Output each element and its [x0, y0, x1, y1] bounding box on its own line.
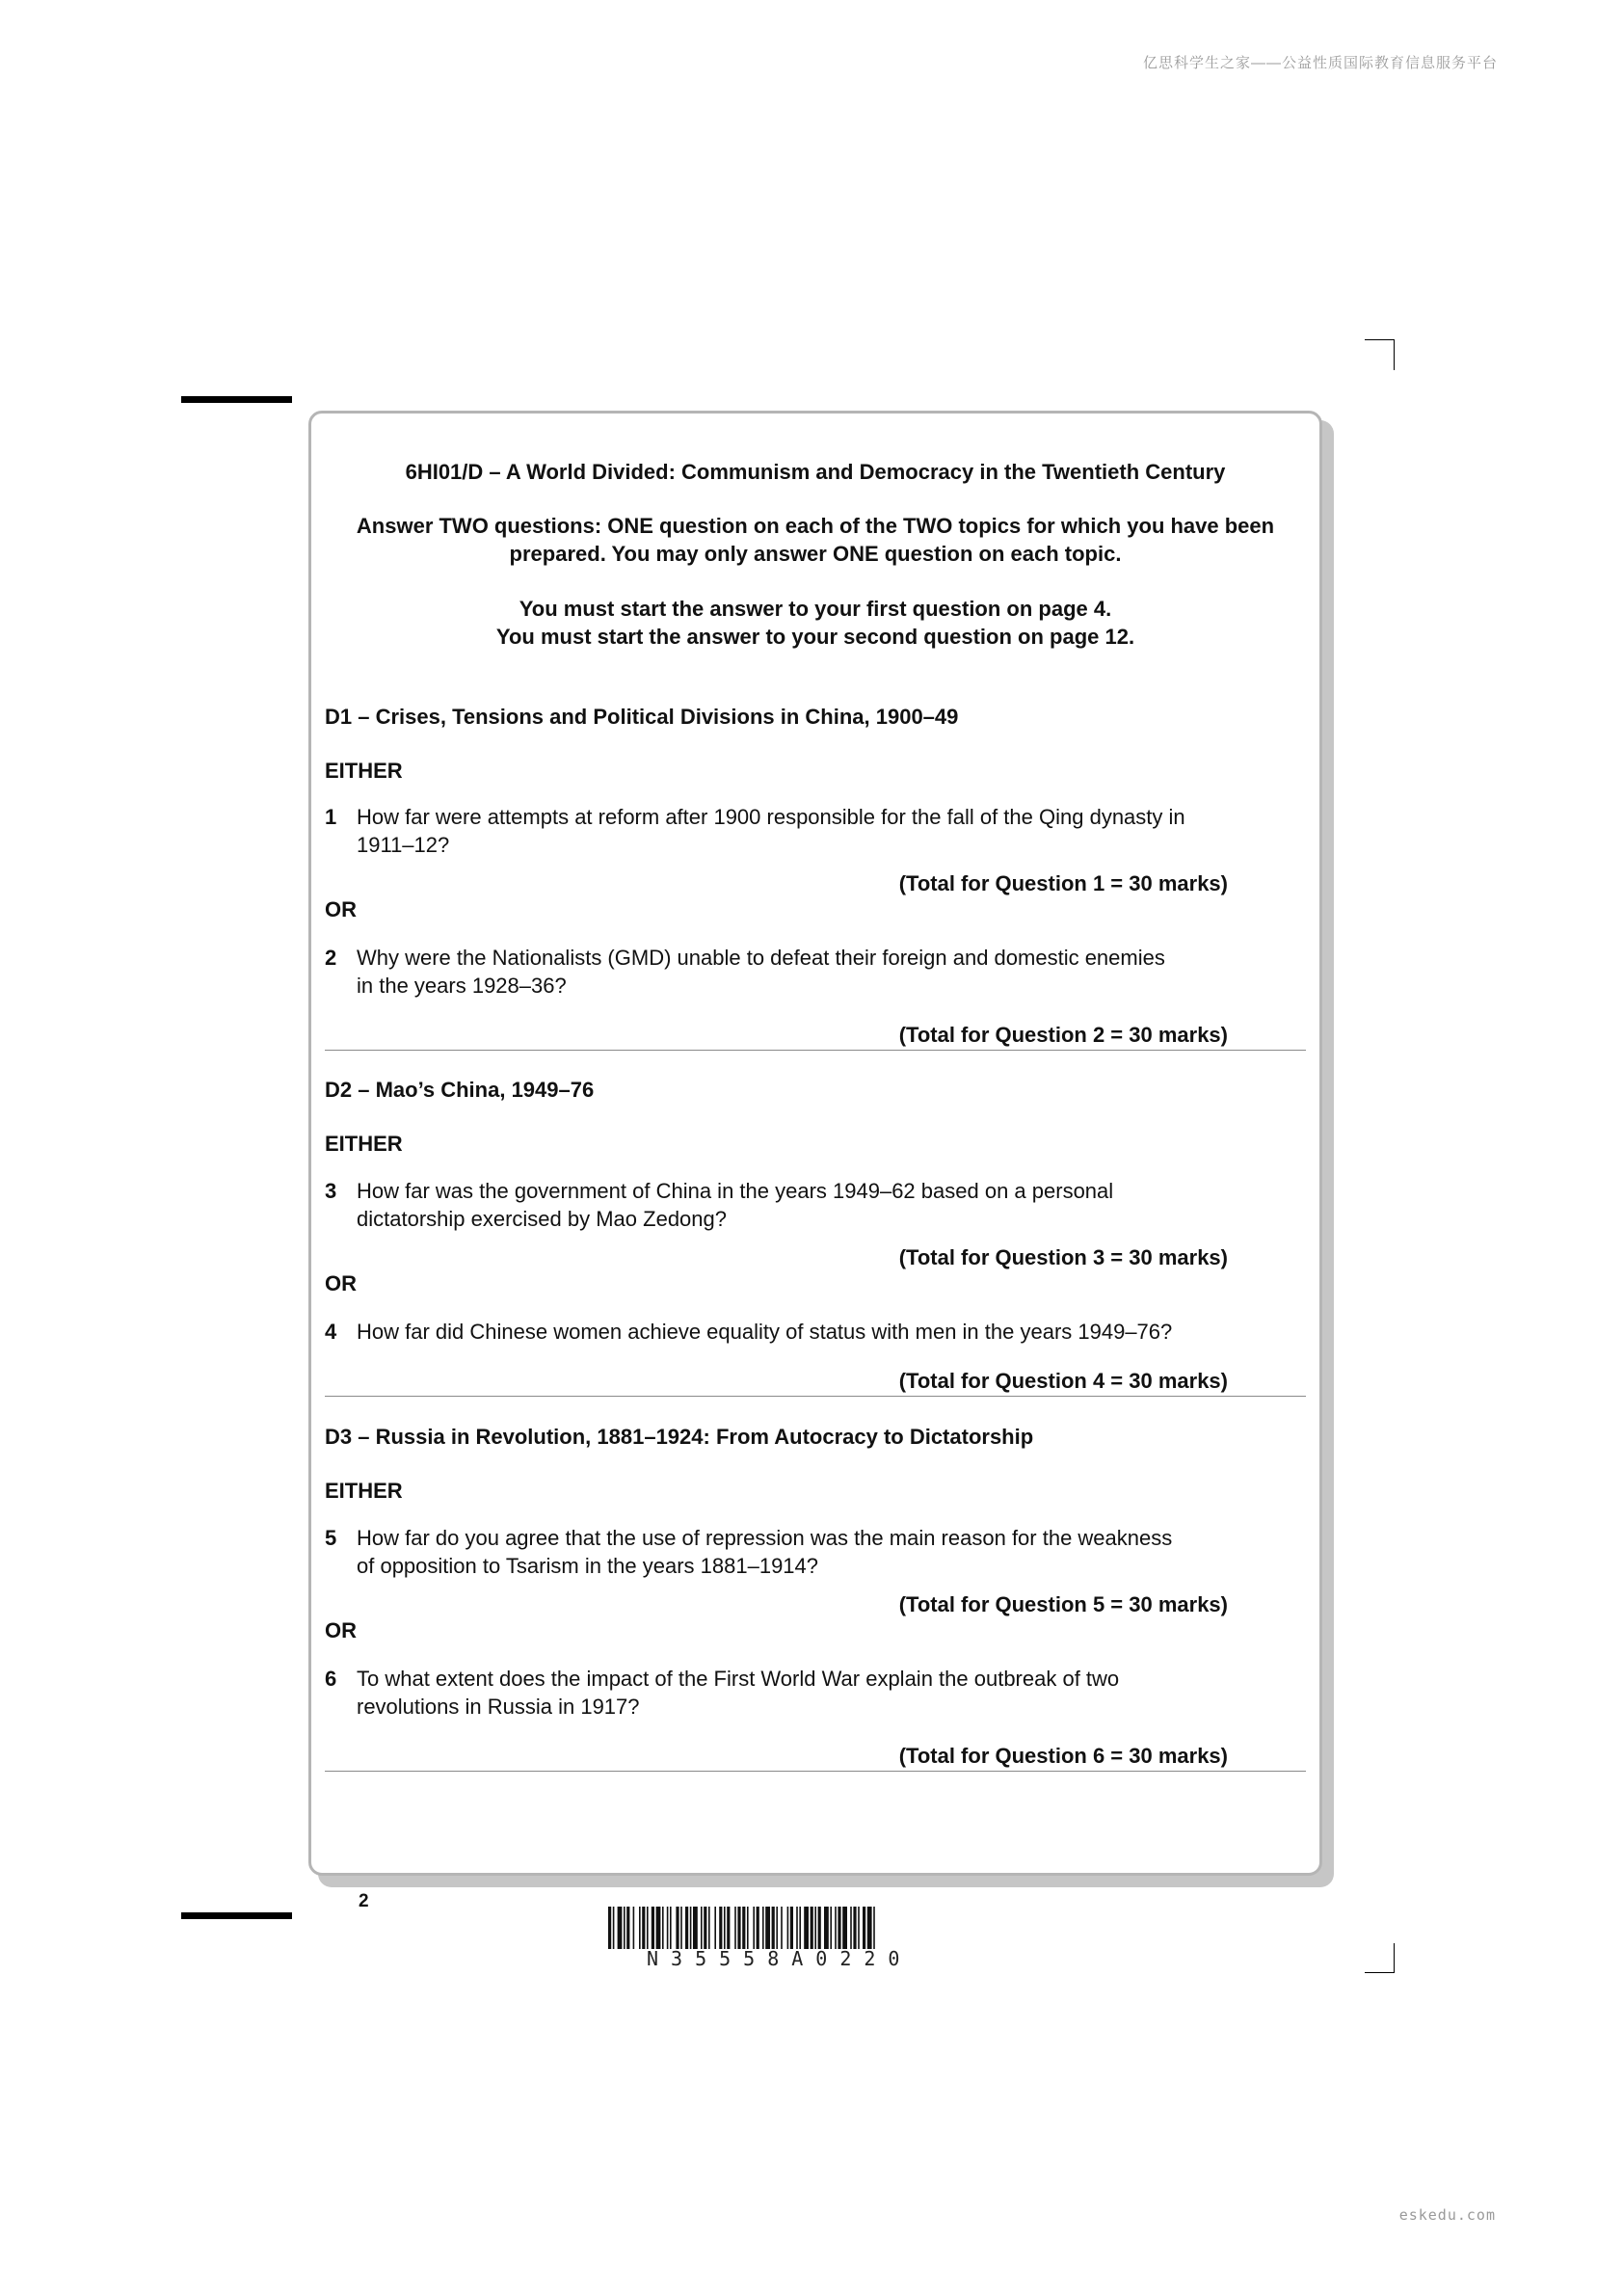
question-number: 1 [325, 805, 337, 829]
question-number: 5 [325, 1526, 337, 1550]
barcode-bar [724, 1907, 726, 1949]
barcode-bar [734, 1907, 736, 1949]
barcode-bar [685, 1907, 688, 1949]
barcode-bar [639, 1907, 641, 1949]
barcode-bar [790, 1907, 793, 1949]
barcode-bar [804, 1907, 809, 1949]
margin-bar-bottom [181, 1912, 292, 1919]
barcode-bar [742, 1907, 745, 1949]
paper-title: 6HI01/D – A World Divided: Communism and Democracy in the Twentieth Century [405, 460, 1226, 484]
barcode-bar [708, 1907, 710, 1949]
question-total: (Total for Question 3 = 30 marks) [898, 1245, 1228, 1269]
section-divider [325, 1771, 1306, 1772]
barcode-bar [824, 1907, 829, 1949]
barcode-bar [652, 1907, 654, 1949]
watermark-bottom: eskedu.com [1398, 2206, 1496, 2224]
either-label: EITHER [325, 759, 403, 783]
barcode-bar [853, 1907, 856, 1949]
barcode-bar [642, 1907, 645, 1949]
barcode-bar [757, 1907, 759, 1949]
crop-mark-top-right [1365, 339, 1394, 340]
question-text: How far was the government of China in the years 1949–62 based on a personal dictatorship exercised by Mao Zedong? [357, 1179, 1114, 1231]
or-label: OR [325, 1271, 357, 1295]
barcode-bar [811, 1907, 813, 1949]
question-text: Why were the Nationalists (GMD) unable to defeat their foreign and domestic enemies in the years 1928–36? [357, 946, 1165, 998]
question-1 [325, 803, 1192, 859]
question-2 [325, 944, 1192, 1000]
barcode-bar [762, 1907, 764, 1949]
barcode-bar [670, 1907, 672, 1949]
section-heading: D1 – Crises, Tensions and Political Divisions in China, 1900–49 [325, 705, 959, 729]
barcode-bar [701, 1907, 703, 1949]
barcode-bar [772, 1907, 775, 1949]
paper-instructions [325, 512, 1306, 568]
barcode-bar [796, 1907, 798, 1949]
barcode-bar [737, 1907, 740, 1949]
section-divider [325, 1050, 1306, 1051]
barcode-bar [835, 1907, 837, 1949]
question-number: 3 [325, 1179, 337, 1203]
watermark-top: 亿思科学生之家——公益性质国际教育信息服务平台 [1142, 55, 1498, 71]
barcode-bar [690, 1907, 692, 1949]
question-number: 2 [325, 946, 337, 970]
barcode-bar [747, 1907, 749, 1949]
barcode-bar [613, 1907, 615, 1949]
barcode-bar [618, 1907, 623, 1949]
crop-mark-bottom-right [1365, 1972, 1394, 1973]
question-total: (Total for Question 6 = 30 marks) [898, 1744, 1228, 1768]
barcode-bar [667, 1907, 669, 1949]
crop-mark-bottom-right [1394, 1943, 1395, 1973]
barcode-bar [656, 1907, 661, 1949]
barcode-bar [776, 1907, 778, 1949]
question-number: 6 [325, 1667, 337, 1691]
barcode-bar [818, 1907, 821, 1949]
question-total: (Total for Question 1 = 30 marks) [898, 871, 1228, 895]
barcode-bar [863, 1907, 865, 1949]
question-total: (Total for Question 4 = 30 marks) [898, 1369, 1228, 1393]
barcode-bar [680, 1907, 682, 1949]
either-label: EITHER [325, 1479, 403, 1503]
page-number: 2 [359, 1891, 369, 1911]
section-heading: D3 – Russia in Revolution, 1881–1924: From Autocracy to Dictatorship [325, 1425, 1034, 1449]
barcode-bar [787, 1907, 789, 1949]
barcode-bar [873, 1907, 875, 1949]
start-line: You must start the answer to your second question on page 12. [495, 625, 1135, 649]
question-5 [325, 1524, 1192, 1580]
barcode-bar [799, 1907, 801, 1949]
barcode-bar [676, 1907, 678, 1949]
section-heading: D2 – Mao’s China, 1949–76 [325, 1078, 595, 1102]
barcode-bar [830, 1907, 832, 1949]
barcode-bar [838, 1907, 840, 1949]
barcode-bar [704, 1907, 706, 1949]
or-label: OR [325, 897, 357, 921]
barcode-bar [693, 1907, 698, 1949]
barcode-bar [753, 1907, 755, 1949]
barcode [608, 1907, 1030, 1949]
or-label: OR [325, 1618, 357, 1642]
question-text: How far did Chinese women achieve equality of status with men in the years 1949–76? [357, 1320, 1173, 1344]
barcode-bar [714, 1907, 716, 1949]
barcode-bar [624, 1907, 625, 1949]
barcode-bar [626, 1907, 629, 1949]
question-6 [325, 1665, 1192, 1721]
crop-mark-top-right [1394, 339, 1395, 370]
question-total: (Total for Question 2 = 30 marks) [898, 1023, 1228, 1047]
barcode-bar [867, 1907, 872, 1949]
either-label: EITHER [325, 1132, 403, 1156]
question-text: How far do you agree that the use of repression was the main reason for the weakness of opposition to Tsarism in the years 1881–1914? [357, 1526, 1173, 1578]
section-divider [325, 1396, 1306, 1397]
barcode-bar [608, 1907, 611, 1949]
question-total: (Total for Question 5 = 30 marks) [898, 1592, 1228, 1616]
question-text: How far were attempts at reform after 1900 responsible for the fall of the Qing dynasty in 1911–12? [357, 805, 1185, 857]
question-3 [325, 1177, 1192, 1233]
question-number: 4 [325, 1320, 337, 1344]
barcode-bar [850, 1907, 852, 1949]
start-line: You must start the answer to your first question on page 4. [519, 597, 1112, 621]
instructions-line: Answer TWO questions: ONE question on each of the TWO topics for which you have been [356, 514, 1275, 538]
start-instructions [325, 595, 1306, 651]
barcode-bar [727, 1907, 730, 1949]
barcode-bar [719, 1907, 722, 1949]
barcode-bar [814, 1907, 816, 1949]
margin-bar-top [181, 396, 292, 403]
question-panel [308, 411, 1322, 1876]
barcode-bar [647, 1907, 649, 1949]
barcode-bar [858, 1907, 860, 1949]
barcode-bar [765, 1907, 770, 1949]
instructions-line: prepared. You may only answer ONE question on each topic. [509, 542, 1122, 566]
barcode-bar [633, 1907, 635, 1949]
question-text: To what extent does the impact of the First World War explain the outbreak of two revolutions in Russia in 1917? [357, 1667, 1120, 1719]
barcode-bar [662, 1907, 664, 1949]
question-4 [325, 1318, 1192, 1346]
barcode-text: N35558A0220 [647, 1947, 913, 1970]
barcode-bar [842, 1907, 847, 1949]
barcode-bar [781, 1907, 783, 1949]
